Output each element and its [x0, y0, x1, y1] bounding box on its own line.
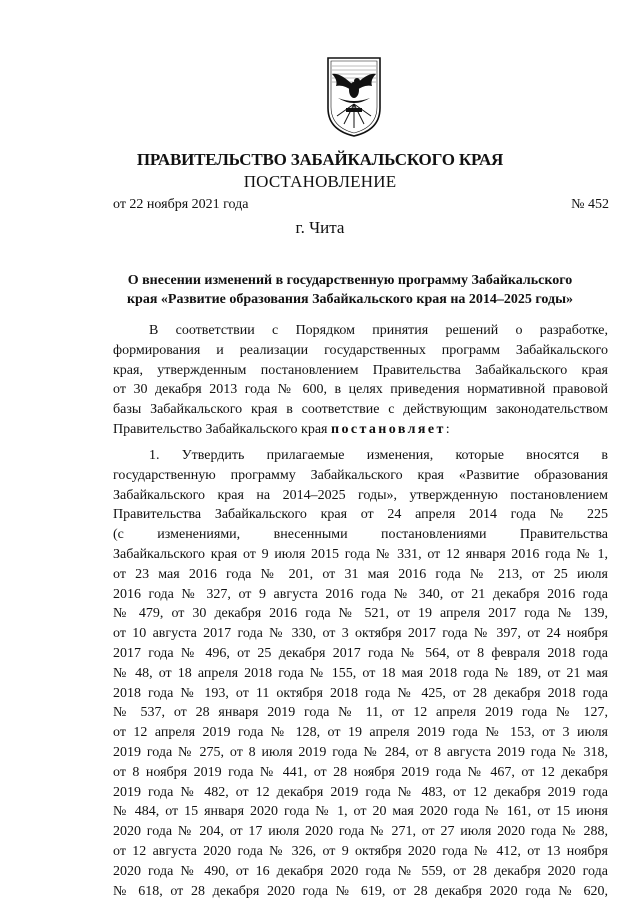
text-line: Забайкальского края на 2014–2025 годы», утвержденную постановлением — [113, 487, 608, 503]
text-line: от 30 декабря 2013 года № 600, в целях приведения нормативной правовой — [113, 382, 608, 398]
government-title: ПРАВИТЕЛЬСТВО ЗАБАЙКАЛЬСКОГО КРАЯ — [136, 150, 504, 169]
text-fragment: Правительство Забайкальского края — [113, 421, 328, 437]
text-line: 2017 года № 496, от 25 декабря 2017 года № 564, от 8 февраля 2018 года — [113, 645, 608, 661]
text-line: 1. Утвердить прилагаемые изменения, которые вносятся в — [149, 448, 608, 463]
document-type: ПОСТАНОВЛЕНИЕ — [243, 172, 397, 191]
text-line: № 537, от 28 января 2019 года № 11, от 12 апреля 2019 года № 127, — [113, 705, 608, 721]
text-line: от 12 апреля 2019 года № 128, от 19 апреля 2019 года № 153, от 3 июля — [113, 725, 608, 741]
text-line: от 8 ноября 2019 года № 441, от 28 ноября 2019 года № 467, от 12 декабря — [113, 764, 608, 780]
text-line: 2019 года № 275, от 8 июля 2019 года № 284, от 8 августа 2019 года № 318, — [113, 744, 608, 760]
text-line: 2019 года № 482, от 12 декабря 2019 года № 483, от 12 декабря 2019 года — [113, 784, 608, 800]
text-line: края, утвержденным постановлением Правительства Забайкальского края — [113, 362, 608, 378]
text-line: № 618, от 28 декабря 2020 года № 619, от 28 декабря 2020 года № 620, — [113, 883, 608, 899]
text-line: от 12 августа 2020 года № 326, от 9 октября 2020 года № 412, от 13 ноября — [113, 843, 608, 859]
text-line: 2020 года № 204, от 17 июля 2020 года № 271, от 27 июля 2020 года № 288, — [113, 824, 608, 840]
text-line: № 479, от 30 декабря 2016 года № 521, от 19 апреля 2017 года № 139, — [113, 606, 608, 622]
text-line — [113, 420, 608, 440]
text-line: государственную программу Забайкальского края «Развитие образования — [113, 467, 608, 483]
text-line: (с изменениями, внесенными постановлениями Правительства — [113, 527, 608, 543]
document-number: № 452 — [571, 197, 609, 212]
text-line: № 484, от 15 января 2020 года № 1, от 20 мая 2020 года № 161, от 15 июня — [113, 804, 608, 820]
text-fragment: : — [445, 421, 450, 437]
decree-keyword: постановляет — [330, 421, 446, 437]
text-line: от 10 августа 2017 года № 330, от 3 октября 2017 года № 397, от 24 ноября — [113, 626, 608, 642]
preamble-paragraph — [113, 321, 608, 440]
item-1-paragraph — [113, 446, 608, 901]
text-line: В соответствии с Порядком принятия решений о разработке, — [149, 323, 608, 338]
text-line: 2018 года № 193, от 11 октября 2018 года № 425, от 28 декабря 2018 года — [113, 685, 608, 701]
text-line: № 48, от 18 апреля 2018 года № 155, от 18 мая 2018 года № 189, от 21 мая — [113, 665, 608, 681]
text-line: Правительства Забайкальского края от 24 апреля 2014 года № 225 — [113, 507, 608, 523]
text-line: Забайкальского края от 9 июля 2015 года № 331, от 12 января 2016 года № 1, — [113, 546, 608, 562]
text-line: базы Забайкальского края в соответствие с действующим законодательством — [113, 402, 608, 418]
document-subject — [80, 271, 620, 309]
subject-line: края «Развитие образования Забайкальского края на 2014–2025 годы» — [126, 292, 574, 307]
document-city: г. Чита — [295, 218, 345, 237]
subject-line: О внесении изменений в государственную программу Забайкальского — [127, 273, 573, 288]
text-line: 2020 года № 490, от 16 декабря 2020 года № 559, от 28 декабря 2020 года — [113, 863, 608, 879]
document-date: от 22 ноября 2021 года — [113, 197, 249, 212]
text-line: формирования и реализации государственных программ Забайкальского — [113, 342, 608, 358]
text-line: 2016 года № 327, от 9 августа 2016 года № 340, от 21 декабря 2016 года — [113, 586, 608, 602]
coat-of-arms-icon — [324, 52, 384, 138]
text-line: от 23 мая 2016 года № 201, от 31 мая 2016 года № 213, от 25 июля — [113, 566, 608, 582]
